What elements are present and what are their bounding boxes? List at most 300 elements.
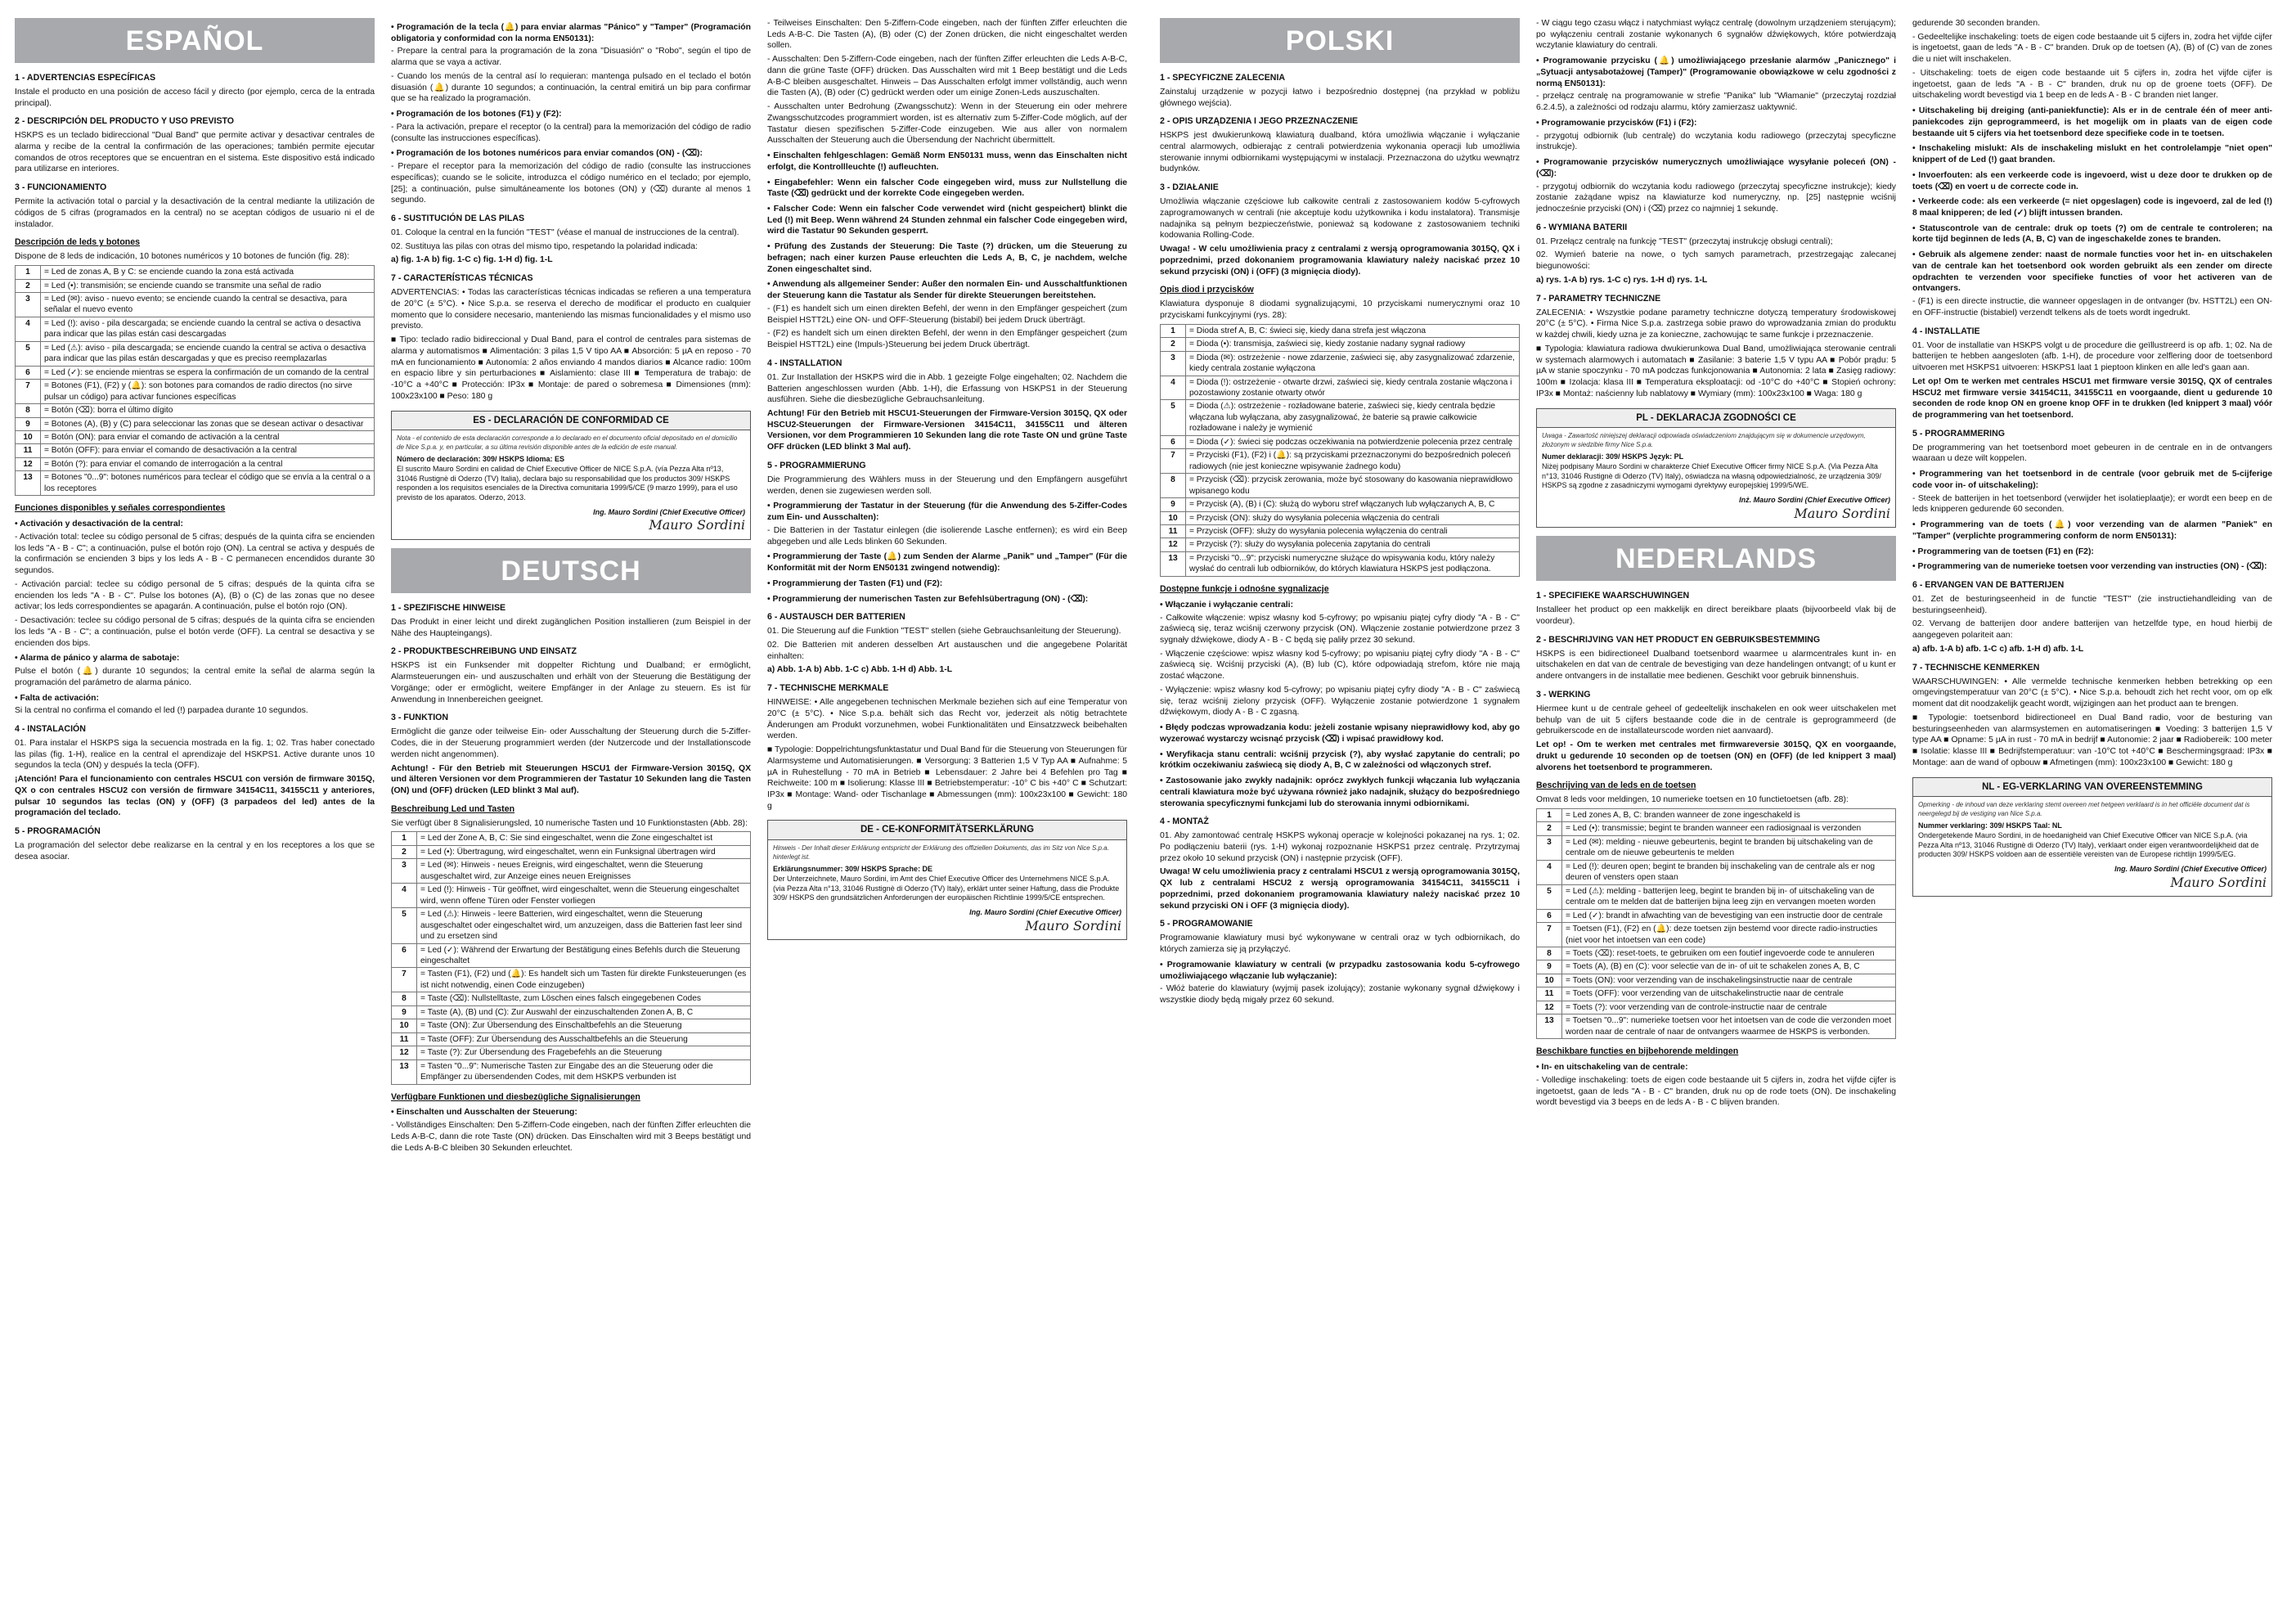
row-description: = Led (!): deuren open; begint te branden bij inschakeling van de centrale als er nog deuren of vensters open staan	[1562, 860, 1896, 884]
paragraph: - Uitschakeling: toets de eigen code bestaande uit 5 cijfers in, zodra het vijfde cijfer is ingetoetst, gaan de leds "A - B - C" branden, druk nu op de groene toets (OFF). De uitschakeling wordt bevestigd via 1 beep en de leds A - B - C branden niet langer.	[1912, 68, 2272, 101]
row-number: 6	[16, 366, 41, 379]
paragraph: - Gedeeltelijke inschakeling: toets de eigen code bestaande uit 5 cijfers in, zodra het vijfde cijfer is ingetoetst, gaan de leds "A - B - C" branden. Druk op de toetsen (A), (B) of (C) van de zones die u niet wilt inschakelen.	[1912, 32, 2272, 65]
table-row	[392, 992, 751, 1005]
row-number: 3	[1537, 835, 1562, 860]
row-description: = Przyciski (F1), (F2) i (🔔): są przyciskami przeznaczonymi do bezpośrednich poleceń radiowych (nie jest konieczne wpisywanie żadnego kodu)	[1186, 449, 1520, 474]
row-number: 8	[1161, 474, 1186, 498]
paragraph: 01. Zet de besturingseenheid in de functie "TEST" (zie instructiehandleiding van de besturingseenheid).	[1912, 595, 2272, 615]
row-description: = Botón (ON): para enviar el comando de activación a la central	[41, 430, 375, 443]
table-row	[16, 380, 375, 404]
bullet-heading: • Programowanie przycisków (F1) i (F2):	[1536, 118, 1697, 128]
row-description: = Led (!): Hinweis - Tür geöffnet, wird eingeschaltet, wenn die Steuerung eingeschaltet wird, wenn offene Türen oder Fenster vorliegen	[417, 884, 751, 908]
specs-paragraph: ■ Tipo: teclado radio bidireccional y Dual Band, para el control de centrales para sistemas de alarma y automatismos ■ Alimentación: 3 pilas 1,5 V tipo AA ■ Absorción: 5 µA en reposo - 70 mA en funcionamiento ■ Autonomía: 2 años enviando 4 mandos diarios ■ Alcance radio: 100m en espacio libre y sin perturbaciones ■ Aislamiento: clase III ■ Temperatura de trabajo: de -10°C a +40°C ■ Protección: IP3x ■ Montaje: de pared o sobremesa ■ Dimensiones (mm): 100x23x100 ■ Peso: 180 g	[391, 335, 751, 401]
row-description: = Dioda (•): transmisja, zaświeci się, kiedy zostanie nadany sygnał radiowy	[1186, 338, 1520, 351]
section-title: 5 - PROGRAMMIERUNG	[767, 460, 866, 470]
bullet-heading: • Weryfikacja stanu centrali: wciśnij przycisk (?), aby wysłać zapytanie do centrali; po krótkim oczekiwaniu zaświecą się diody A, B, C w zależności od włączonych stref.	[1160, 749, 1520, 771]
section-title: 6 - SUSTITUCIÓN DE LAS PILAS	[391, 214, 525, 224]
column-espanol-deutsch	[391, 18, 751, 1613]
section-title: 6 - WYMIANA BATERII	[1536, 222, 1628, 232]
row-description: = Led de zonas A, B y C: se enciende cuando la zona está activada	[41, 266, 375, 279]
row-description: = Przycisk (ON): służy do wysyłania polecenia włączenia do centrali	[1186, 511, 1520, 524]
paragraph: - Steek de batterijen in het toetsenbord (verwijder het isolatieplaatje); er wordt een beep en de leds knipperen gedurende 60 seconden.	[1912, 493, 2272, 515]
declaration-note: Nota - el contenido de esta declaración corresponde a lo declarado en el documento oficial depositado en el domicilio de Nice S.p.a. y, en particular, a su última revisión disponible antes de la edición de este manual.	[397, 434, 738, 451]
section-title: 7 - TECHNISCHE KENMERKEN	[1912, 662, 2040, 673]
paragraph: - Teilweises Einschalten: Den 5-Ziffern-Code eingeben, nach der fünften Ziffer erleuchten die Leds A-B-C. Die Tasten (A), (B) oder (C) der Zonen drücken, die nicht eingeschaltet werden sollen.	[767, 19, 1127, 51]
paragraph: 01. Przełącz centralę na funkcję "TEST" (przeczytaj instrukcję obsługi centrali);	[1536, 236, 1833, 246]
paragraph: HSKPS es un teclado bidireccional "Dual Band" que permite activar y desactivar centrales de alarma y recibe de la central la confirmación de las operaciones; también permite ejecutar comandos de otros receptores que se encuentran en el sistema. Este dispositivo está indicado para utilizarse en interiores.	[15, 131, 375, 174]
bullet-heading: • Prüfung des Zustands der Steuerung: Die Taste (?) drücken, um die Steuerung zu befragen; nach einer kurzen Pause erleuchten die Leds A, B, C, je nachdem, welche Zonen eingeschaltet sind.	[767, 242, 1127, 274]
row-number: 13	[392, 1059, 417, 1084]
declaration-box-de	[767, 820, 1127, 940]
row-description: = Botones (F1), (F2) y (🔔): son botones para comandos de radio directos (no sirve pulsar un código) para activar funciones específicas	[41, 380, 375, 404]
section-title: 7 - TECHNISCHE MERKMALE	[767, 683, 889, 694]
paragraph: 02. Vervang de batterijen door andere batterijen van hetzelfde type, en houd hierbij de aangegeven polariteit aan:	[1912, 619, 2272, 641]
table-row	[1161, 351, 1520, 376]
row-number: 3	[392, 859, 417, 884]
paragraph: WAARSCHUWINGEN: • Alle vermelde technische kenmerken hebben betrekking op een omgevingstemperatuur van 20°C (± 5°C). • Nice S.p.a. behoudt zich het recht voor, om op elk moment dat dit noodzakelijk geacht wordt, wijzigingen aan het product aan te brengen.	[1912, 677, 2272, 709]
language-header-espanol: ESPAÑOL	[15, 18, 375, 63]
row-number: 2	[1537, 822, 1562, 835]
specs-paragraph: ■ Typologie: Doppelrichtungsfunktastatur und Dual Band für die Steuerung von Steuerungen für Alarmsysteme und Automatisierungen. ■ Versorgung: 3 Batterien 1,5 V Typ AA ■ Aufnahme: 5 µA in Ruhestellung - 70 mA in Betrieb ■ Lebensdauer: 2 Jahre bei 4 Befehlen pro Tag ■ Reichweite: 100 m ■ Isolierung: Klasse III ■ Betriebstemperatur: -10° C bis +40° C ■ Schutzart: IP3x ■ Montage: Wand- oder Tischanlage ■ Abmessungen (mm): 100x23x100 ■ Gewicht: 180 g	[767, 745, 1127, 811]
warning-paragraph: Achtung! - Für den Betrieb mit Steuerungen HSCU1 der Firmware-Version 3015Q, QX und älteren Versionen vor dem Programmieren der Tastatur 10 Sekunden lang die Tasten (ON) und (OFF) drücken (LED blinkt 3 Mal auf).	[391, 763, 751, 795]
row-number: 3	[16, 293, 41, 317]
table-row	[1161, 525, 1520, 538]
table-row	[16, 444, 375, 457]
row-number: 1	[16, 266, 41, 279]
paragraph: - Prepare la central para la programación de la zona "Disuasión" o "Robo", según el tipo de alarma que se vaya a activar.	[391, 47, 751, 68]
table-row	[16, 293, 375, 317]
section-title: 4 - INSTALACIÓN	[15, 723, 86, 734]
bullet-heading: • Programmierung der Taste (🔔) zum Senden der Alarme „Panik" und „Tamper" (Für die Konformität mit der Norm EN50131 zwingend notwendig):	[767, 552, 1127, 574]
language-header-deutsch: DEUTSCH	[391, 548, 751, 593]
table-row	[16, 266, 375, 279]
declaration-title: NL - EG-VERKLARING VAN OVEREENSTEMMING	[1913, 778, 2271, 798]
table-row	[1537, 809, 1896, 822]
table-row	[1537, 1001, 1896, 1014]
row-number: 12	[392, 1046, 417, 1059]
row-description: = Led (⚠): melding - batterijen leeg, begint te branden bij in- of uitschakeling van de centrale om te melden dat de batterijen bijna leeg zijn en vervangen moeten worden	[1562, 884, 1896, 909]
paragraph: - Desactivación: teclee su código personal de 5 cifras; después de la quinta cifra se encienden los leds "A - B - C"; a continuación, pulse el botón verde (OFF). La central se desactiva y se encienden dos bips.	[15, 616, 375, 648]
table-row	[392, 884, 751, 908]
bullet-heading: • Gebruik als algemene zender: naast de normale functies voor het in- en uitschakelen van de centrale kan het toetsenbord ook worden gebruikt als een zender om directe opdrachten te verzenden voor specifieke functies of voor het activeren van de ontvangers.	[1912, 250, 2272, 294]
bullet-heading: • Programmering van het toetsenbord in de centrale (voor gebruik met de 5-cijferige code voor in- of uitschakeling):	[1912, 470, 2272, 490]
paragraph: La programación del selector debe realizarse en la central y en los receptores a los que se desea asociar.	[15, 841, 375, 861]
table-row	[1161, 376, 1520, 400]
bullet-heading: • Programowanie przycisku (🔔) umożliwiającego przesłanie alarmów „Panicznego" i „Sytuacji antysabotażowej (Tamper)" (Programowanie obowiązkowe w celu zgodności z normą EN50131):	[1536, 56, 1896, 88]
declaration-title: ES - DECLARACIÓN DE CONFORMIDAD CE	[392, 412, 750, 431]
table-row	[1161, 449, 1520, 474]
section-title: 7 - PARAMETRY TECHNICZNE	[1536, 293, 1661, 304]
bullet-heading: • Falta de activación:	[15, 693, 99, 703]
row-description: = Taste (A), (B) und (C): Zur Auswahl der einzuschaltenden Zonen A, B, C	[417, 1005, 751, 1019]
table-row	[1161, 324, 1520, 337]
row-number: 12	[1537, 1001, 1562, 1014]
row-description: = Taste (?): Zur Übersendung des Fragebefehls an die Steuerung	[417, 1046, 751, 1059]
bullet-heading: • Programowanie przycisków numerycznych umożliwiające wysyłanie poleceń (ON) - (⌫):	[1536, 158, 1896, 178]
language-header-nederlands: NEDERLANDS	[1536, 536, 1896, 581]
warning-paragraph: Uwaga! W celu umożliwienia pracy z centralami HSCU1 z wersją oprogramowania 3015Q, QX lub z centralami HSCU2 z wersją oprogramowania 34154C11, 34155C11 i poprzednimi, przed dokonaniem programowania klawiatury należy naciskać przez 10 sekund przyciski ON i OFF (3 mignięcia diody).	[1160, 867, 1520, 911]
row-number: 8	[392, 992, 417, 1005]
paragraph: Permite la activación total o parcial y la desactivación de la central mediante la utilización de códigos de 5 cifras (programados en la central) no se aceptan códigos de usuario ni el de instalador.	[15, 197, 375, 229]
figure-list: a) fig. 1-A b) fig. 1-C c) fig. 1-H d) fig. 1-L	[391, 255, 553, 265]
row-number: 10	[1161, 511, 1186, 524]
row-number: 5	[392, 908, 417, 943]
declaration-box-nl	[1912, 777, 2272, 897]
paragraph: 01. Aby zamontować centralę HSKPS wykonaj operacje w kolejności pokazanej na rys. 1; 02. Po podłączeniu baterii (rys. 1-H) wykonaj rozpoznanie HSKPS1 przez centralę. Przytrzymaj przez około 10 sekund przycisk (ON) i następnie przycisk (OFF).	[1160, 831, 1520, 863]
table-row	[1537, 909, 1896, 922]
paragraph: - (F1) is een directe instructie, die wanneer opgeslagen in de ontvanger (bv. HSTT2L) een ON- en OFF-instructie (bistabiel) verzendt telkens als de toets wordt ingedrukt.	[1912, 297, 2272, 317]
paragraph: - Włóż baterie do klawiatury (wyjmij pasek izolujący); zostanie wykonany sygnał dźwiękowy i wszystkie diody będą migały przez 60 sekund.	[1160, 984, 1520, 1005]
table-row	[1161, 498, 1520, 511]
section-title: 4 - INSTALLATIE	[1912, 326, 1980, 336]
section-title: 3 - FUNCIONAMIENTO	[15, 182, 107, 193]
bullet-heading: • Błędy podczas wprowadzania kodu: jeżeli zostanie wpisany nieprawidłowy kod, aby go wyzerować wystarczy wcisnąć przycisk (⌫) i wpisać prawidłowy kod.	[1160, 723, 1520, 744]
table-row	[392, 1032, 751, 1046]
row-description: = Led (•): transmissie; begint te branden wanneer een radiosignaal is verzonden	[1562, 822, 1896, 835]
paragraph: Pulse el botón (🔔) durante 10 segundos; la central emite la señal de alarma según la programación del parámetro de alarma pánico.	[15, 667, 375, 687]
section-title: 2 - OPIS URZĄDZENIA I JEGO PRZEZNACZENIE	[1160, 116, 1359, 127]
bullet-heading: • Programmierung der Tastatur in der Steuerung (für die Anwendung des 5-Ziffer-Codes zum Ein- und Ausschalten):	[767, 502, 1127, 523]
row-description: = Dioda (!): ostrzeżenie - otwarte drzwi, zaświeci się, kiedy centrala zostanie włączona i pozostawiony zostanie otwarty otwór	[1186, 376, 1520, 400]
bullet-heading: • Einschalten und Ausschalten der Steuerung:	[391, 1108, 577, 1118]
table-row	[16, 417, 375, 430]
bullet-heading: • Verkeerde code: als een verkeerde (= niet opgeslagen) code is ingevoerd, zal de led (!) 8 maal knipperen; de led (✓) blijft intussen branden.	[1912, 197, 2272, 218]
bullet-heading: • Programmierung der numerischen Tasten zur Befehlsübertragung (ON) - (⌫):	[767, 594, 1089, 604]
paragraph: - przygotuj odbiornik do wczytania kodu radiowego (przeczytaj specyficzne instrukcje); kiedy zostanie zażądane wpisz na klawiaturze kod numeryczny, np. [25] następnie wciśnij jednocześnie przyciski (ON) i (⌫) przez co najmniej 1 sekundę.	[1536, 182, 1896, 214]
row-description: = Led (✉): Hinweis - neues Ereignis, wird eingeschaltet, wenn die Steuerung ausgeschaltet wird, zur Anzeige eines neuen Ereignisses	[417, 859, 751, 884]
table-row	[1537, 860, 1896, 884]
row-description: = Toetsen (F1), (F2) en (🔔): deze toetsen zijn bestemd voor directe radio-instructies (niet voor het intoetsen van een code)	[1562, 923, 1896, 947]
row-number: 10	[392, 1019, 417, 1032]
row-description: = Przycisk (A), (B) i (C): służą do wyboru stref włączanych lub wyłączanych A, B, C	[1186, 498, 1520, 511]
section-title: 3 - WERKING	[1536, 689, 1591, 700]
paragraph: - przełącz centralę na programowanie w strefie "Panika" lub "Włamanie" (przeczytaj rozdział 6.2.4.5), a zależności od rodzaju alarmu, który zamierzasz uaktywnić.	[1536, 92, 1896, 113]
table-row	[1537, 822, 1896, 835]
section-title: 2 - PRODUKTBESCHREIBUNG UND EINSATZ	[391, 646, 577, 657]
row-description: = Toets (OFF): voor verzending van de uitschakelinstructie naar de centrale	[1562, 987, 1896, 1001]
paragraph: - Cuando los menús de la central así lo requieran: mantenga pulsado en el teclado el botón disuasión (🔔) durante 10 segundos; a continuación, la central emitirá un bip para confirmar que se ha realizado la programación.	[391, 71, 751, 104]
declaration-number: Numer deklaracji: 309/ HSKPS Język: PL	[1542, 452, 1684, 461]
bullet-heading: • Programmering van de toetsen (F1) en (F2):	[1912, 547, 2094, 556]
paragraph: Ermöglicht die ganze oder teilweise Ein- oder Ausschaltung der Steuerung durch die 5-Ziffer-Codes, die in der Steuerung programmiert werden (der Nutzercode und der Installationscode werden nicht angenommen).	[391, 727, 751, 759]
paragraph: - Ausschalten: Den 5-Ziffern-Code eingeben, nach der fünften Ziffer erleuchten die Leds A-B-C, dann die grüne Taste (OFF) drücken. Das Ausschalten wird mit 1 Beep bestätigt und die Leds A-B-C bleiben ausgeschaltet. Hinweis – Das Ausschalten erfolgt immer vollständig, auch wenn die Tasten (A), (B) oder (C) gedrückt werden oder um einige Zonen-Leds auszuschalten.	[767, 55, 1127, 98]
section-title: 1 - SPEZIFISCHE HINWEISE	[391, 603, 506, 614]
figure-list: a) afb. 1-A b) afb. 1-C c) afb. 1-H d) afb. 1-L	[1912, 644, 2084, 654]
bullet-heading: • Activación y desactivación de la central:	[15, 520, 183, 529]
bullet-heading: • Programmering van de numerieke toetsen voor verzending van instructies (ON) - (⌫):	[1912, 562, 2267, 572]
row-description: = Led (✓): Während der Erwartung der Bestätigung eines Befehls durch die Steuerung eingeschaltet	[417, 943, 751, 968]
row-number: 6	[1537, 909, 1562, 922]
paragraph: De programmering van het toetsenbord moet gebeuren in de centrale en in de ontvangers waaraan u deze wilt koppelen.	[1912, 443, 2272, 464]
table-row	[16, 317, 375, 341]
row-description: = Led zones A, B, C: branden wanneer de zone ingeschakeld is	[1562, 809, 1896, 822]
row-number: 10	[1537, 974, 1562, 987]
table-row	[392, 968, 751, 992]
row-description: = Led (✓): se enciende mientras se espera la confirmación de un comando de la central	[41, 366, 375, 379]
signature: Mauro Sordini	[1025, 917, 1121, 933]
table-row	[392, 832, 751, 845]
row-description: = Led (⚠): aviso - pila descargada; se enciende cuando la central se activa o desactiva para indicar que las pilas están descargadas y que es preciso reemplazarlas	[41, 341, 375, 366]
figure-list: a) rys. 1-A b) rys. 1-C c) rys. 1-H d) rys. 1-L	[1536, 275, 1708, 285]
section-title: 6 - ERVANGEN VAN DE BATTERIJEN	[1912, 580, 2065, 591]
table-row	[1537, 947, 1896, 960]
declaration-note: Uwaga - Zawartość niniejszej deklaracji odpowiada oświadczeniom znajdującym się w dokumencie urzędowym, złożonym w siedzibie firmy Nice S.p.a.	[1542, 432, 1866, 448]
leds-table-de	[391, 831, 751, 1084]
table-intro: Klawiatura dysponuje 8 diodami sygnalizującymi, 10 przyciskami numerycznymi oraz 10 przyciskami funkcyjnymi (rys. 28):	[1160, 299, 1520, 321]
paragraph: 01. Coloque la central en la función "TEST" (véase el manual de instrucciones de la central).	[391, 227, 739, 237]
bullet-heading: • Programmierung der Tasten (F1) und (F2):	[767, 578, 943, 588]
paragraph: ADVERTENCIAS: • Todas las características técnicas indicadas se refieren a una temperatura de 20°C (± 5°C). • Nice S.p.a. se reserva el derecho de modificar el producto en cualquier momento que lo considere necesario, manteniendo las mismas funcionalidades y el mismo uso previsto.	[391, 288, 751, 331]
row-number: 1	[1537, 809, 1562, 822]
row-number: 7	[1537, 923, 1562, 947]
row-number: 2	[1161, 338, 1186, 351]
row-description: = Led (✉): melding - nieuwe gebeurtenis, begint te branden bij uitschakeling van de centrale om de nieuwe gebeurtenis te melden	[1562, 835, 1896, 860]
section-title: 2 - BESCHRIJVING VAN HET PRODUCT EN GEBRUIKSBESTEMMING	[1536, 634, 1821, 645]
row-description: = Toets (?): voor verzending van de controle-instructie naar de centrale	[1562, 1001, 1896, 1014]
paragraph: - (F2) es handelt sich um einen direkten Befehl, der wenn in den Empfänger gespeichert (zum Beispiel HSTT2L) eine (Impuls-)Steuerung bei jedem Druck überträgt.	[767, 329, 1127, 350]
row-description: = Przycisk (OFF): służy do wysyłania polecenia wyłączenia do centrali	[1186, 525, 1520, 538]
paragraph: Installeer het product op een makkelijk en direct bereikbare plaats (bijvoorbeeld vlak bij de voordeur).	[1536, 605, 1896, 627]
row-number: 5	[16, 341, 41, 366]
table-intro: Sie verfügt über 8 Signalisierungsled, 10 numerische Tasten und 10 Funktionstasten (Abb. 28):	[391, 818, 748, 828]
row-description: = Botón (⌫): borra el último dígito	[41, 404, 375, 417]
table-row	[1537, 1014, 1896, 1039]
bullet-heading: • Anwendung als allgemeiner Sender: Außer den normalen Ein- und Ausschaltfunktionen der Steuerung kann die Tastatur als Sender für direkte Steuerungen bereitstehen.	[767, 280, 1127, 301]
section-title: 5 - PROGRAMACIÓN	[15, 826, 101, 837]
declaration-box-pl	[1536, 408, 1896, 529]
paragraph: 01. Para instalar el HSKPS siga la secuencia mostrada en la fig. 1; 02. Tras haber conectado las pilas (fig. 1-H), realice en la central el aprendizaje del HSKPS1. Active durante unos 10 segundos la tecla (ON) y después la tecla (OFF).	[15, 738, 375, 771]
paragraph: - przygotuj odbiornik (lub centralę) do wczytania kodu radiowego (przeczytaj specyficzne instrukcje).	[1536, 131, 1896, 152]
row-description: = Przycisk (⌫): przycisk zerowania, może być stosowany do kasowania nieprawidłowo wpisanego kodu	[1186, 474, 1520, 498]
functions-title: Funciones disponibles y señales correspondientes	[15, 503, 226, 514]
warning-paragraph: Uwaga! - W celu umożliwienia pracy z centralami z wersją oprogramowania 3015Q, QX i poprzednimi, przed dokonaniem programowania klawiatury należy naciskać przez 10 sekund przyciski (ON) i (OFF) (3 mignięcia diody).	[1160, 245, 1520, 277]
leds-table-pl	[1160, 324, 1520, 577]
warning-paragraph: ¡Atención! Para el funcionamiento con centrales HSCU1 con versión de firmware 3015Q, QX o con centrales HSCU2 con versión de firmware 34154C11, 34155C11 y anteriores, pulsar 10 segundos las teclas (ON) y (OFF) (3 parpadeos del led) antes de la programación del teclado.	[15, 775, 375, 818]
table-row	[16, 471, 375, 496]
bullet-heading: • Statuscontrole van de centrale: druk op toets (?) om de centrale te controleren; na korte tijd beginnen de leds (A, B, C) van de ingeschakelde zones te branden.	[1912, 223, 2272, 245]
functions-title: Verfügbare Funktionen und diesbezügliche Signalisierungen	[391, 1091, 640, 1102]
row-number: 8	[16, 404, 41, 417]
table-row	[392, 1046, 751, 1059]
table-row	[1161, 338, 1520, 351]
declaration-text: Der Unterzeichnete, Mauro Sordini, im Amt des Chief Executive Officer des Unternehmens NICE S.p.A. (via Pezza Alta n°13, 31046 Rustignè di Oderzo (TV) Italy), erklärt unter seiner Haftung, dass die Produkte 309/ HSKPS den grundsätzlichen Anforderungen der europäischen Richtlinie 1999/5/CE entsprechen.	[773, 874, 1120, 902]
table-row	[16, 430, 375, 443]
table-row	[16, 457, 375, 470]
paragraph: Hiermee kunt u de centrale geheel of gedeeltelijk inschakelen en ook weer uitschakelen met behulp van de uit 5 cijfers bestaande code die in de centrale is geprogrammeerd (de gebruikerscode en de installateurscode worden niet aanvaard).	[1536, 704, 1896, 736]
bullet-heading: • Einschalten fehlgeschlagen: Gemäß Norm EN50131 muss, wenn das Einschalten nicht erfolgt, die Kontrollleuchte (!) aufleuchten.	[767, 151, 1127, 172]
table-title: Beschreibung Led und Tasten	[391, 803, 515, 814]
table-row	[392, 908, 751, 943]
row-description: = Led (✉): aviso - nuevo evento; se enciende cuando la central se desactiva, para señalar el nuevo evento	[41, 293, 375, 317]
row-description: = Botones "0...9": botones numéricos para teclear el código que se envía a la central o a los receptores	[41, 471, 375, 496]
row-number: 7	[16, 380, 41, 404]
section-title: 1 - SPECIFIEKE WAARSCHUWINGEN	[1536, 591, 1690, 601]
row-number: 9	[1161, 498, 1186, 511]
bullet-heading: • Invoerfouten: als een verkeerde code is ingevoerd, wist u deze door te drukken op de toets (⌫) en voert u de correcte code in.	[1912, 170, 2272, 191]
declaration-title: PL - DEKLARACJA ZGODNOŚCI CE	[1537, 409, 1895, 429]
row-number: 11	[16, 444, 41, 457]
paragraph: Die Programmierung des Wählers muss in der Steuerung und den Empfängern ausgeführt werden, denen sie zugewiesen werden soll.	[767, 475, 1127, 496]
functions-title: Beschikbare functies en bijbehorende meldingen	[1536, 1046, 1739, 1057]
bullet-heading: • Uitschakeling bij dreiging (anti-paniekfunctie): Als er in de centrale één of meer anti-paniekcodes zijn geprogrammeerd, is het mogelijk om in plaats van de eigen code bestaande uit 5 cijfers via het toetsenbord deze specifieke code in te toetsen.	[1912, 106, 2272, 138]
declaration-signatory: Ing. Mauro Sordini (Chief Executive Officer)	[593, 507, 745, 516]
column-espanol	[15, 18, 375, 1613]
signature: Mauro Sordini	[1794, 505, 1890, 521]
row-number: 4	[1161, 376, 1186, 400]
row-number: 10	[16, 430, 41, 443]
declaration-text: Niżej podpisany Mauro Sordini w charakterze Chief Executive Officer firmy NICE S.p.A. (Via Pezza Alta n°13, 31046 Rustignè di Oderzo (TV) Italy), oświadcza na własną odpowiedzialność, że urządzenia 309/ HSKPS są zgodne z zasadniczymi wymogami dyrektywy europejskiej 1999/5/WE.	[1542, 461, 1881, 490]
warning-paragraph: Let op! - Om te werken met centrales met firmwareversie 3015Q, QX en voorgaande, drukt u gedurende 10 seconden op de toetsen (ON) en (OFF) (de led knippert 3 maal) alvorens het toetsenbord te programmeren.	[1536, 740, 1896, 772]
paragraph: 02. Die Batterien mit anderen desselben Art austauschen und die angegebene Polarität einhalten:	[767, 640, 1127, 661]
warning-paragraph: Let op! Om te werken met centrales HSCU1 met firmware versie 3015Q, QX of centrales HSCU2 met firmware versie 34154C11, 34155C11 en voorgaande, dient u gedurende 10 seconden de rode knop ON en groene knop OFF in te drukken (led knippert 3 maal) vóór de programmering van het toetsenbord.	[1912, 376, 2272, 420]
paragraph: Zainstaluj urządzenie w pozycji łatwo i bezpośrednio dostępnej (na przykład w pobliżu głównego wejścia).	[1160, 87, 1520, 108]
paragraph: - Całkowite włączenie: wpisz własny kod 5-cyfrowy; po wpisaniu piątej cyfry diody "A - B - C" zaświecą się, teraz wciśnij czerwony przycisk (ON). Włączenie zostanie potwierdzone przez 3 sygnały dźwiękowe, diody A - B - C będą się paliły przez 30 sekund.	[1160, 613, 1520, 645]
row-description: = Tasten (F1), (F2) und (🔔): Es handelt sich um Tasten für direkte Funksteuerungen (es ist nicht notwendig, einen Code einzugeben)	[417, 968, 751, 992]
row-number: 6	[392, 943, 417, 968]
row-number: 4	[392, 884, 417, 908]
table-row	[392, 845, 751, 858]
bullet-heading: • Eingabefehler: Wenn ein falscher Code eingegeben wird, muss zur Nullstellung die Taste (⌫) gedrückt und der korrekte Code eingegeben werden.	[767, 178, 1127, 199]
paragraph: Si la central no confirma el comando el led (!) parpadea durante 10 segundos.	[15, 706, 308, 716]
row-description: = Dioda (✓): świeci się podczas oczekiwania na potwierdzenie polecenia przez centralę	[1186, 435, 1520, 448]
paragraph: 02. Sustituya las pilas con otras del mismo tipo, respetando la polaridad indicada:	[391, 241, 698, 251]
declaration-number: Erklärungsnummer: 309/ HSKPS Sprache: DE	[773, 865, 933, 874]
paragraph: gedurende 30 seconden branden.	[1912, 19, 2040, 28]
row-number: 5	[1537, 884, 1562, 909]
paragraph: - Activación parcial: teclee su código personal de 5 cifras; después de la quinta cifra se encienden los leds "A - B - C". Pulse los botones (A), (B) o (C) de las zonas que no desee activar; los leds correspondientes se apagarán. A continuación, pulse el botón rojo (ON).	[15, 579, 375, 612]
row-description: = Led (•): transmisión; se enciende cuando se transmite una señal de radio	[41, 279, 375, 292]
row-number: 5	[1161, 400, 1186, 435]
paragraph: HSKPS jest dwukierunkową klawiaturą dualband, która umożliwia włączanie i wyłączanie central alarmowych, odbierając z centrali potwierdzenia wykonania operacji lub umożliwia sterowanie innymi odbiornikami występującymi w instalacji. Przeznaczona do użytku wewnątrz budynków.	[1160, 131, 1520, 174]
paragraph: 01. Die Steuerung auf die Funktion "TEST" stellen (siehe Gebrauchsanleitung der Steuerung).	[767, 627, 1121, 637]
row-number: 13	[16, 471, 41, 496]
paragraph: 02. Wymień baterie na nowe, o tych samych parametrach, przestrzegając zalecanej biegunowości:	[1536, 250, 1896, 272]
row-number: 2	[16, 279, 41, 292]
table-row	[1537, 835, 1896, 860]
row-description: = Dioda stref A, B, C: świeci się, kiedy dana strefa jest włączona	[1186, 324, 1520, 337]
row-number: 1	[392, 832, 417, 845]
section-title: 1 - ADVERTENCIAS ESPECÍFICAS	[15, 72, 156, 83]
table-row	[1537, 884, 1896, 909]
paragraph: - (F1) es handelt sich um einen direkten Befehl, der wenn in den Empfänger gespeichert (zum Beispiel HSTT2L) eine ON- und OFF-Steuerung (bistabil) bei jedem Druck überträgt.	[767, 304, 1127, 325]
paragraph: 01. Zur Installation der HSKPS wird die in Abb. 1 gezeigte Folge eingehalten; 02. Nachdem die Batterien angeschlossen wurden (Abb. 1-H), die Erfassung von HSKPS1 in der Steuerung ausführen. Siehe die diesbezügliche Gebrauchsanleitung.	[767, 372, 1127, 405]
table-row	[392, 1019, 751, 1032]
row-description: = Toets (⌫): reset-toets, te gebruiken om een foutief ingevoerde code te annuleren	[1562, 947, 1896, 960]
declaration-text: El suscrito Mauro Sordini en calidad de Chief Executive Officer de NICE S.p.A. (vía Pezza Alta nº13, 31046 Rustignè di Oderzo (TV) Italia), declara bajo su responsabilidad que los productos 309/ HSKPS responden a los requisitos esenciales de la Directiva comunitaria 1999/5/CE (9 marzo 1999), para el uso previsto de los aparatos. Oderzo, 2013.	[397, 464, 738, 502]
row-number: 13	[1537, 1014, 1562, 1039]
bullet-heading: • Falscher Code: Wenn ein falscher Code verwendet wird (nicht gespeichert) blinkt die Led (!) mit Beep. Wenn während 24 Stunden zehnmal ein falscher Code eingegeben wird, wird die Tastatur 90 Sekunden gesperrt.	[767, 205, 1127, 236]
row-description: = Botón (?): para enviar el comando de interrogación a la central	[41, 457, 375, 470]
row-number: 3	[1161, 351, 1186, 376]
column-deutsch	[767, 18, 1127, 1613]
specs-paragraph: ■ Typologie: toetsenbord bidirectioneel en Dual Band radio, voor de besturing van besturingseenheden van alarmsystemen en automatiseringen ■ Voeding: 3 batterijen 1,5 V type AA ■ Opname: 5 µA in rust - 70 mA in bedrijf ■ Autonomie: 2 jaar ■ Radiobereik: 100 meter ■ Isolatie: klasse III ■ Bedrijfstemperatuur: van -10°C tot +40°C ■ Beschermingsgraad: IP3x ■ Montage: aan de wand of opbouw ■ Afmetingen (mm): 100x23x100 ■ Gewicht: 180 g	[1912, 713, 2272, 767]
leds-table-nl	[1536, 808, 1896, 1039]
table-row	[392, 1005, 751, 1019]
column-polski-nederlands	[1536, 18, 1896, 1613]
bullet-heading: • Programación de los botones (F1) y (F2):	[391, 110, 562, 119]
paragraph: - Para la activación, prepare el receptor (o la central) para la memorización del código de radio (consulte las instrucciones específicas).	[391, 122, 751, 143]
bullet-heading: • Inschakeling mislukt: Als de inschakeling mislukt en het controlelampje "niet open" knippert of de Led (!) gaat branden.	[1912, 144, 2272, 165]
table-row	[1537, 960, 1896, 974]
row-description: = Dioda (⚠): ostrzeżenie - rozładowane baterie, zaświeci się, kiedy centrala będzie włączana lub wyłączana, aby zasygnalizować, że baterie są prawie całkowicie rozładowane i należy je wymienić	[1186, 400, 1520, 435]
bullet-heading: • Włączanie i wyłączanie centrali:	[1160, 600, 1294, 610]
table-row	[392, 1059, 751, 1084]
table-row	[1161, 435, 1520, 448]
declaration-note: Hinweis - Der Inhalt dieser Erklärung entspricht der Erklärung des offiziellen Dokuments, das im Sitz von Nice S.p.a. hinterlegt ist.	[773, 844, 1109, 861]
table-row	[1161, 474, 1520, 498]
section-title: 5 - PROGRAMMERING	[1912, 428, 2006, 439]
declaration-number: Nummer verklaring: 309/ HSKPS Taal: NL	[1918, 821, 2062, 830]
paragraph: Programowanie klawiatury musi być wykonywane w centrali oraz w tych odbiornikach, do których zamierza się ją przyłączyć.	[1160, 933, 1520, 955]
leds-table-es	[15, 265, 375, 496]
signature: Mauro Sordini	[2170, 874, 2267, 890]
row-description: = Led (•): Übertragung, wird eingeschaltet, wenn ein Funksignal übertragen wird	[417, 845, 751, 858]
row-number: 12	[1161, 538, 1186, 551]
column-polski	[1160, 18, 1520, 1613]
row-description: = Tasten "0...9": Numerische Tasten zur Eingabe des an die Steuerung oder die Empfänger zu übersendenden Codes, mit dem HSKPS verbunden ist	[417, 1059, 751, 1084]
row-description: = Taste (⌫): Nullstelltaste, zum Löschen eines falsch eingegebenen Codes	[417, 992, 751, 1005]
row-number: 13	[1161, 551, 1186, 576]
declaration-signatory: Ing. Mauro Sordini (Chief Executive Officer)	[969, 907, 1121, 916]
row-description: = Led (!): aviso - pila descargada; se enciende cuando la central se activa o desactiva para indicar que las pilas están casi descargadas	[41, 317, 375, 341]
section-title: 3 - DZIAŁANIE	[1160, 182, 1219, 193]
table-title: Opis diod i przycisków	[1160, 285, 1254, 295]
paragraph: HSKPS ist ein Funksender mit doppelter Richtung und Dualband; er ermöglicht, Alarmsteuerungen ein- und auszuschalten und erhält von der Steuerung die Bestätigung der Vorgänge; oder er ermöglicht, weitere Empfänger in der Anlage zu steuern. Es ist für Anwendung in Innenbereichen geeignet.	[391, 661, 751, 704]
table-row	[16, 366, 375, 379]
paragraph: - Wyłączenie: wpisz własny kod 5-cyfrowy; po wpisaniu piątej cyfry diody "A - B - C" zaświecą się, teraz wciśnij zielony przycisk (OFF). Wyłączenie zostanie potwierdzone 1 sygnałem dźwiękowym, diody A - B - C zgasną.	[1160, 685, 1520, 718]
row-description: = Toets (A), (B) en (C): voor selectie van de in- of uit te schakelen zones A, B, C	[1562, 960, 1896, 974]
row-number: 12	[16, 457, 41, 470]
row-description: = Taste (OFF): Zur Übersendung des Ausschaltbefehls an die Steuerung	[417, 1032, 751, 1046]
table-row	[1161, 511, 1520, 524]
row-description: = Dioda (✉): ostrzeżenie - nowe zdarzenie, zaświeci się, aby zasygnalizować zdarzenie, kiedy centrala zostanie wyłączona	[1186, 351, 1520, 376]
declaration-signatory: Inż. Mauro Sordini (Chief Executive Officer)	[1739, 495, 1890, 504]
row-number: 7	[1161, 449, 1186, 474]
bullet-heading: • Programmering van de toets (🔔) voor verzending van de alarmen "Paniek" en "Tamper" (verplichte programmering conform de norm EN50131):	[1912, 520, 2272, 541]
table-row	[1537, 923, 1896, 947]
row-number: 6	[1161, 435, 1186, 448]
declaration-text: Ondergetekende Mauro Sordini, in de hoedanigheid van Chief Executive Officer van NICE S.p.A. (via Pezza Alta nº13, 31046 Rustignè di Oderzo (TV) Italy), verklaart onder eigen verantwoordelijkheid dat de producten 309/ HSKPS voldoen aan de essentiële vereisten van de Europese richtlijn 1999/5/EG.	[1918, 830, 2259, 859]
figure-list: a) Abb. 1-A b) Abb. 1-C c) Abb. 1-H d) Abb. 1-L	[767, 665, 953, 675]
row-number: 11	[392, 1032, 417, 1046]
section-title: 5 - PROGRAMOWANIE	[1160, 919, 1253, 929]
row-number: 1	[1161, 324, 1186, 337]
row-description: = Taste (ON): Zur Übersendung des Einschaltbefehls an die Steuerung	[417, 1019, 751, 1032]
row-number: 4	[1537, 860, 1562, 884]
bullet-heading: • Alarma de pánico y alarma de sabotaje:	[15, 654, 180, 664]
row-description: = Led der Zone A, B, C: Sie sind eingeschaltet, wenn die Zone eingeschaltet ist	[417, 832, 751, 845]
row-description: = Toets (ON): voor verzending van de inschakelingsinstructie naar de centrale	[1562, 974, 1896, 987]
table-row	[392, 943, 751, 968]
column-nederlands	[1912, 18, 2272, 1613]
table-row	[1161, 551, 1520, 576]
section-title: 2 - DESCRIPCIÓN DEL PRODUCTO Y USO PREVISTO	[15, 116, 235, 127]
declaration-signatory: Ing. Mauro Sordini (Chief Executive Officer)	[2114, 865, 2267, 873]
row-number: 7	[392, 968, 417, 992]
row-number: 11	[1537, 987, 1562, 1001]
row-description: = Botón (OFF): para enviar el comando de desactivación a la central	[41, 444, 375, 457]
section-title: 4 - INSTALLATION	[767, 358, 842, 368]
table-row	[1537, 974, 1896, 987]
table-intro: Dispone de 8 leds de indicación, 10 botones numéricos y 10 botones de función (fig. 28):	[15, 252, 349, 262]
paragraph: - Die Batterien in der Tastatur einlegen (die isolierende Lasche entfernen); es wird ein Beep abgegeben und alle Leds blinken 60 Sekunden.	[767, 525, 1127, 547]
bullet-heading: • Programación de los botones numéricos para enviar comandos (ON) - (⌫):	[391, 149, 703, 159]
paragraph: Instale el producto en una posición de acceso fácil y directo (por ejemplo, cerca de la entrada principal).	[15, 87, 375, 108]
bullet-heading: • In- en uitschakeling van de centrale:	[1536, 1063, 1688, 1073]
table-row	[16, 404, 375, 417]
table-title: Descripción de leds y botones	[15, 237, 141, 248]
row-description: = Przyciski "0...9": przyciski numeryczne służące do wpisywania kodu, który należy wysłać do centrali lub odbiorników, do których klawiatura HSKPS jest podłączona.	[1186, 551, 1520, 576]
